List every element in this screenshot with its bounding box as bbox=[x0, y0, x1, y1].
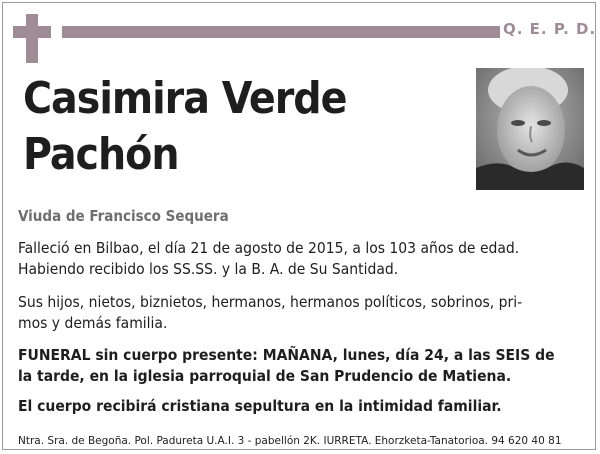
text-line: Habiendo recibido los SS.SS. y la B. A. de Su Santidad. bbox=[18, 260, 399, 278]
death-paragraph bbox=[18, 238, 583, 280]
text-line: FUNERAL sin cuerpo presente: MAÑANA, lunes, día 24, a las SEIS de bbox=[18, 346, 555, 364]
widow-subtitle: Viuda de Francisco Sequera bbox=[18, 207, 229, 225]
portrait-image bbox=[476, 68, 584, 190]
header-bar bbox=[62, 26, 500, 38]
obituary-card bbox=[2, 2, 596, 450]
family-paragraph bbox=[18, 292, 583, 334]
text-line: mos y demás familia. bbox=[18, 314, 168, 332]
funeral-paragraph bbox=[18, 345, 583, 387]
portrait-photo bbox=[476, 68, 584, 190]
funeral-home-footer: Ntra. Sra. de Begoña. Pol. Padureta U.A.I. 3 - pabellón 2K. IURRETA. Ehorzketa-Tanatorioa. 94 620 40 81 bbox=[18, 435, 562, 447]
text-line: la tarde, en la iglesia parroquial de San Prudencio de Matiena. bbox=[18, 367, 512, 385]
qepd-label: Q. E. P. D. bbox=[503, 20, 597, 38]
name-line-1: Casimira Verde bbox=[23, 73, 347, 124]
text-line: Sus hijos, nietos, biznietos, hermanos, hermanos políticos, sobrinos, pri- bbox=[18, 293, 523, 311]
burial-paragraph: El cuerpo recibirá cristiana sepultura en la intimidad familiar. bbox=[18, 397, 502, 415]
deceased-name bbox=[23, 71, 443, 183]
text-line: Falleció en Bilbao, el día 21 de agosto de 2015, a los 103 años de edad. bbox=[18, 239, 520, 257]
name-line-2: Pachón bbox=[23, 129, 179, 180]
